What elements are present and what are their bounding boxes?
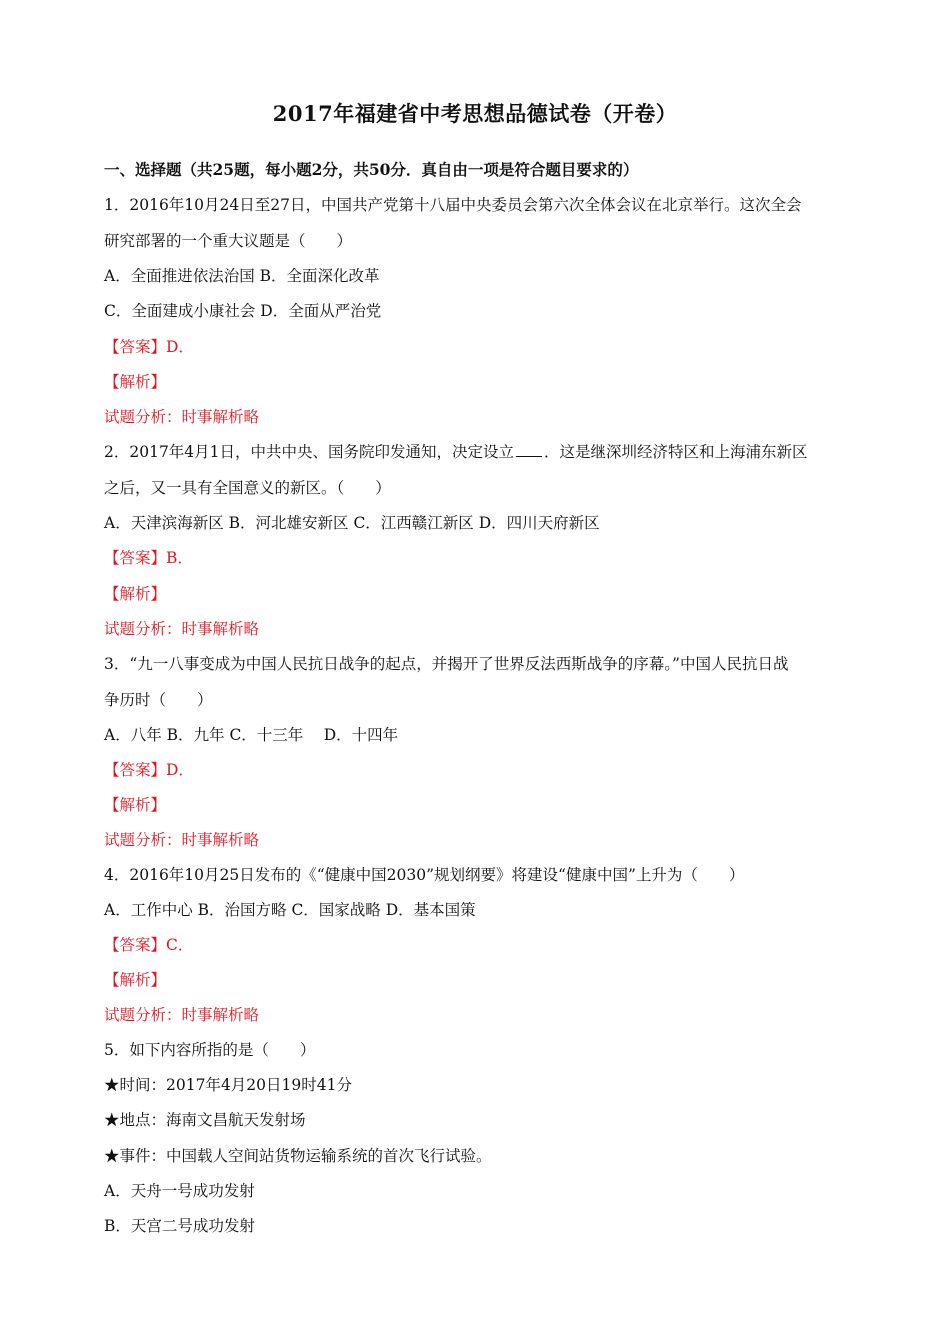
q3-analysis-label: 【解析】 [104,796,167,814]
q5-info-time: ★时间：2017年4月20日19时41分 [104,1076,352,1094]
q5-option-b: B．天宫二号成功发射 [104,1217,255,1235]
page-title: 2017年福建省中考思想品德试卷（开卷） [272,101,678,126]
q2-analysis-label: 【解析】 [104,585,167,603]
q4-analysis-label: 【解析】 [104,971,167,989]
fill-in-blank [516,442,542,457]
q3-stem-line2: 争历时（ ） [104,691,213,709]
q5-stem-line1: 5．如下内容所指的是（ ） [104,1041,316,1059]
q3-analysis-text: 试题分析：时事解析略 [104,831,260,849]
q4-analysis-text: 试题分析：时事解析略 [104,1006,260,1024]
q1-stem-line2: 研究部署的一个重大议题是（ ） [104,232,353,250]
q4-stem-line1: 4．2016年10月25日发布的《“健康中国2030”规划纲要》将建设“健康中国”上升为（ ） [104,866,745,884]
section-heading: 一、选择题（共25题，每小题2分，共50分．真自由一项是符合题目要求的） [104,160,639,179]
q2-analysis-text: 试题分析：时事解析略 [104,620,260,638]
q1-analysis-label: 【解析】 [104,373,167,391]
q1-options-line1: A．全面推进依法治国 B．全面深化改革 [104,267,380,285]
q1-analysis-text: 试题分析：时事解析略 [104,408,260,426]
q1-options-line2: C．全面建成小康社会 D．全面从严治党 [104,302,382,320]
q2-stem-line2: 之后，又一具有全国意义的新区。（ ） [104,479,391,497]
q5-info-place: ★地点：海南文昌航天发射场 [104,1111,306,1129]
q2-stem-part-b: ．这是继深圳经济特区和上海浦东新区 [544,443,808,461]
q5-option-a: A．天舟一号成功发射 [104,1182,255,1200]
q2-stem-part-a: 2．2017年4月1日，中共中央、国务院印发通知，决定设立 [104,443,515,461]
q2-stem-line1 [104,442,874,462]
q2-answer: 【答案】B． [104,549,193,567]
q3-answer: 【答案】D． [104,761,194,779]
q2-options-line1: A．天津滨海新区 B．河北雄安新区 C．江西赣江新区 D．四川天府新区 [104,514,600,532]
q3-options-line1: A．八年 B．九年 C．十三年 D．十四年 [104,726,399,744]
q3-stem-line1: 3．“九一八事变成为中国人民抗日战争的起点，并揭开了世界反法西斯战争的序幕。”中国人民抗日战 [104,655,789,673]
q4-answer: 【答案】C． [104,936,194,954]
q5-info-event: ★事件：中国载人空间站货物运输系统的首次飞行试验。 [104,1147,492,1165]
q1-answer: 【答案】D． [104,338,194,356]
q1-stem-line1: 1．2016年10月24日至27日，中国共产党第十八届中央委员会第六次全体会议在北京举行。这次全会 [104,196,802,214]
q4-options-line1: A．工作中心 B．治国方略 C．国家战略 D．基本国策 [104,901,476,919]
